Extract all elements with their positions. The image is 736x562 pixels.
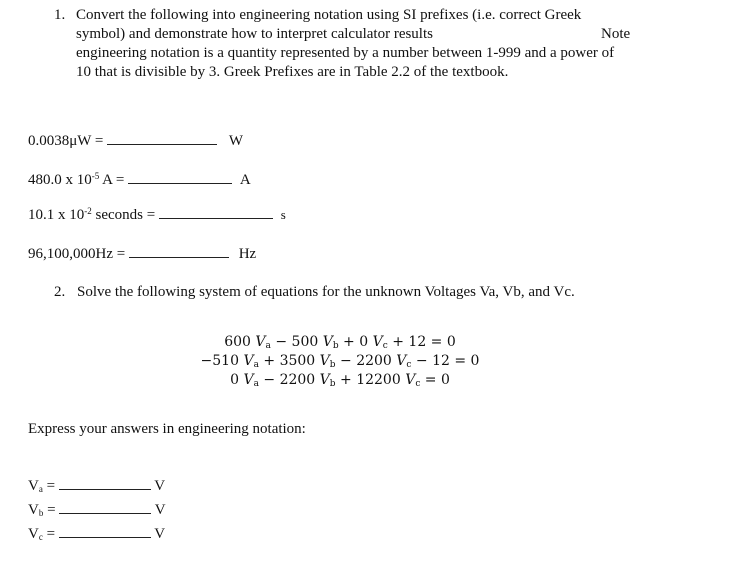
eq1-sub-b: b <box>332 341 339 351</box>
answer-vb-equals: = <box>43 502 56 518</box>
eq1-var-b: V <box>322 334 333 350</box>
conversion-1-answer-blank[interactable] <box>107 130 217 145</box>
question-1-number: 1. <box>54 7 66 23</box>
answer-va-equals: = <box>42 478 56 494</box>
eq1-sub-a: a <box>265 341 271 351</box>
eq1-var-a: V <box>255 334 266 350</box>
answer-va-blank[interactable] <box>59 475 151 490</box>
answer-va-unit: V <box>154 478 166 494</box>
eq3-term-c: + 12200 <box>335 372 406 388</box>
eq2-term-a: −510 <box>200 353 244 369</box>
equation-1 <box>130 333 550 352</box>
answer-row-va <box>28 475 165 495</box>
answer-va-sub: a <box>38 484 43 494</box>
conversion-4-answer-blank[interactable] <box>129 243 229 258</box>
question-2 <box>54 284 575 301</box>
question-1-note: Note <box>601 26 631 42</box>
answer-vc-unit: V <box>154 526 166 542</box>
eq3-sub-a: a <box>253 379 259 389</box>
eq2-term-d: − 12 = 0 <box>411 353 480 369</box>
conversion-3-prompt-tail: seconds = <box>91 207 156 223</box>
conversion-1-unit: W <box>228 133 244 149</box>
answer-vc-sub: c <box>38 532 43 542</box>
eq3-var-a: V <box>243 372 254 388</box>
equation-3 <box>130 371 550 390</box>
answer-va-label: V <box>28 478 39 494</box>
conversion-4-prompt: 96,100,000Hz = <box>28 246 126 262</box>
answer-vb-unit: V <box>154 502 166 518</box>
question-1-line-4: 10 that is divisible by 3. Greek Prefixes are in Table 2.2 of the textbook. <box>76 64 509 80</box>
conversion-2-unit: A <box>239 172 251 188</box>
conversion-row-1 <box>28 130 243 150</box>
answer-row-vc <box>28 523 165 543</box>
eq2-var-b: V <box>319 353 330 369</box>
question-1-line-2: symbol) and demonstrate how to interpret calculator results <box>76 26 433 42</box>
conversion-3-answer-blank[interactable] <box>159 204 273 219</box>
conversion-row-4 <box>28 243 256 263</box>
eq1-term-a: 600 <box>224 334 256 350</box>
eq2-sub-c: c <box>406 360 412 370</box>
conversion-3-exponent: -2 <box>84 206 92 216</box>
eq2-var-c: V <box>396 353 407 369</box>
conversion-1-prompt: 0.0038μW = <box>28 133 104 149</box>
eq2-term-b: + 3500 <box>258 353 320 369</box>
eq2-term-c: − 2200 <box>335 353 397 369</box>
answer-vb-blank[interactable] <box>59 499 151 514</box>
answer-row-vb <box>28 499 166 519</box>
conversion-row-2 <box>28 169 251 189</box>
conversion-3-unit: s <box>280 207 286 222</box>
eq1-term-c: + 0 <box>338 334 373 350</box>
conversion-2-prompt-tail: A = <box>99 172 125 188</box>
conversion-2-answer-blank[interactable] <box>128 169 232 184</box>
question-1-line-1: Convert the following into engineering notation using SI prefixes (i.e. correct Greek <box>76 7 582 23</box>
eq1-var-c: V <box>372 334 383 350</box>
eq3-sub-c: c <box>415 379 421 389</box>
express-instruction: Express your answers in engineering notation: <box>28 421 306 437</box>
eq2-sub-b: b <box>329 360 336 370</box>
answer-vc-label: V <box>28 526 39 542</box>
conversion-3-prompt-base: 10.1 x 10 <box>28 207 85 223</box>
eq1-term-d: + 12 = 0 <box>387 334 456 350</box>
equation-2 <box>130 352 550 371</box>
eq3-term-d: = 0 <box>420 372 450 388</box>
eq3-var-c: V <box>405 372 416 388</box>
conversion-4-unit: Hz <box>238 246 257 262</box>
answer-vb-sub: b <box>38 508 44 518</box>
eq3-var-b: V <box>319 372 330 388</box>
eq3-sub-b: b <box>329 379 336 389</box>
conversion-2-prompt-base: 480.0 x 10 <box>28 172 92 188</box>
question-1-line-3: engineering notation is a quantity represented by a number between 1-999 and a power of <box>76 45 615 61</box>
eq1-term-b: − 500 <box>270 334 323 350</box>
answer-vb-label: V <box>28 502 39 518</box>
question-2-number: 2. <box>54 284 66 300</box>
eq2-sub-a: a <box>253 360 259 370</box>
question-2-text: Solve the following system of equations for the unknown Voltages Va, Vb, and Vc. <box>77 284 575 300</box>
answer-vc-blank[interactable] <box>59 523 151 538</box>
eq3-term-b: − 2200 <box>258 372 320 388</box>
eq2-var-a: V <box>243 353 254 369</box>
question-1-text <box>76 6 676 82</box>
answer-vc-equals: = <box>42 526 56 542</box>
conversion-2-exponent: -5 <box>91 171 100 181</box>
eq1-sub-c: c <box>382 341 388 351</box>
eq3-term-a: 0 <box>230 372 244 388</box>
conversion-row-3 <box>28 204 286 224</box>
